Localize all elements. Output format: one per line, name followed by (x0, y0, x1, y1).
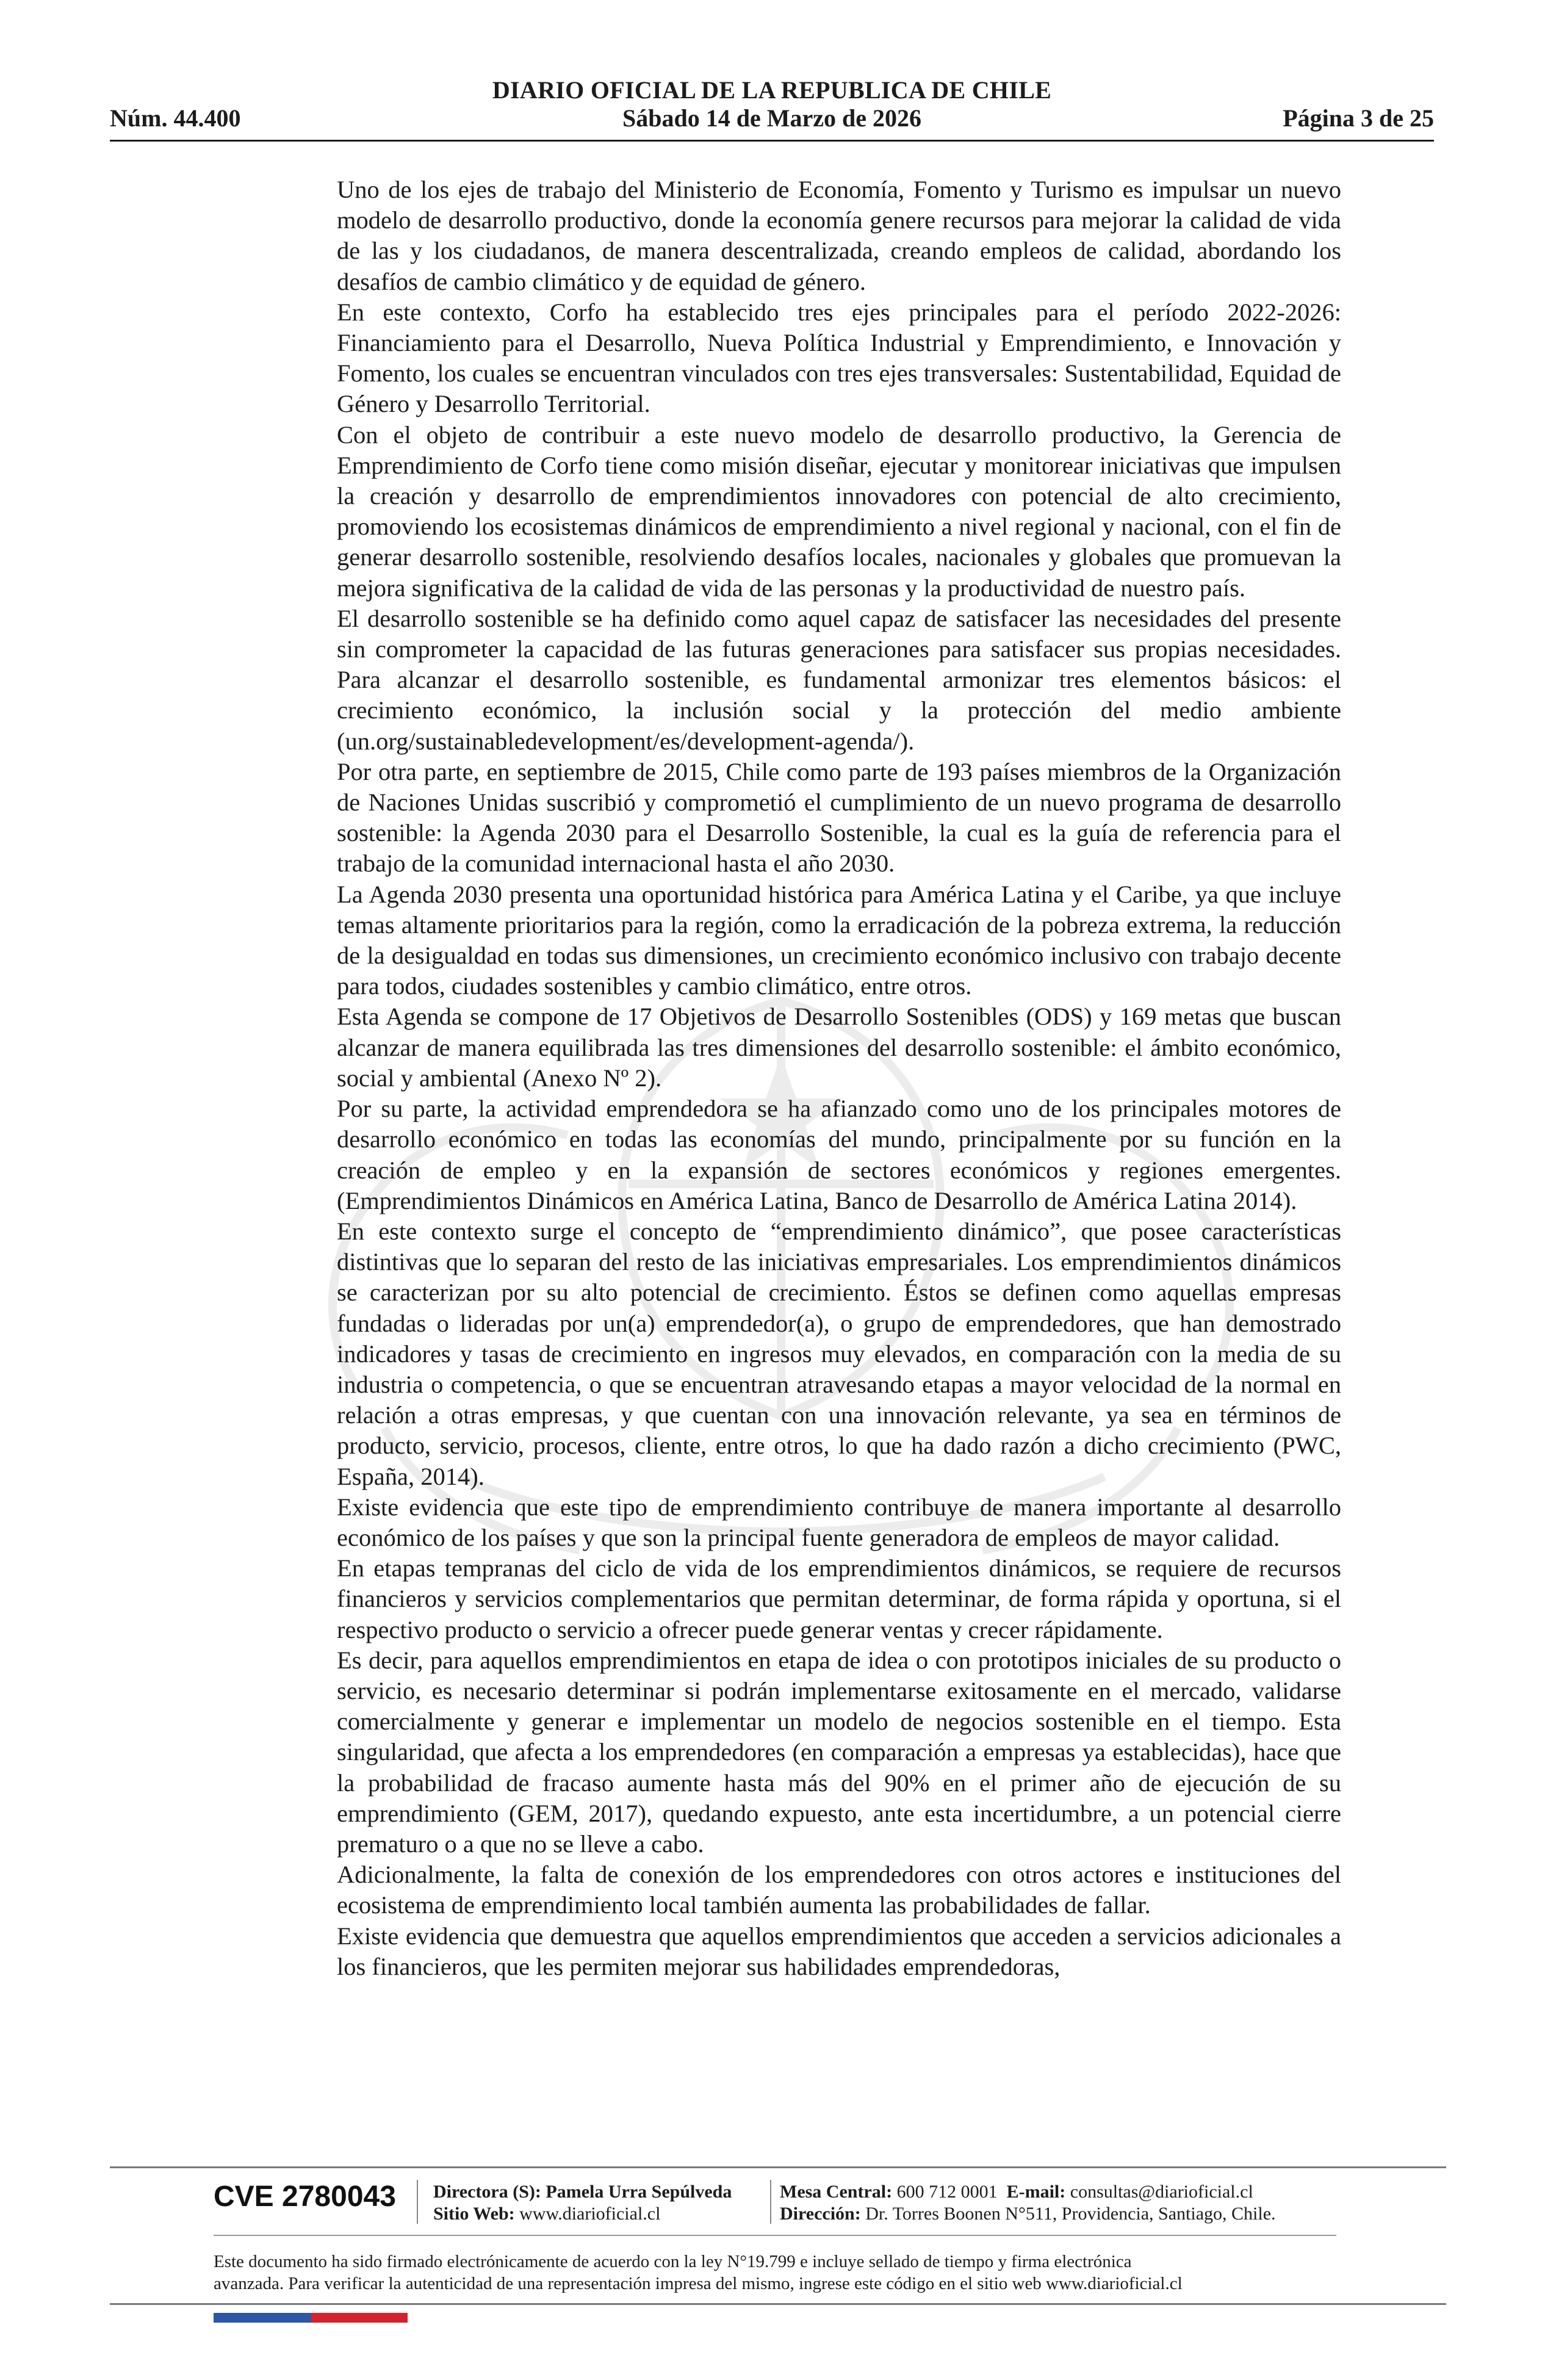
paragraph-9: En este contexto surge el concepto de “emprendimiento dinámico”, que posee características distintivas que lo separan del resto de las iniciativas empresariales. Los emprendimientos dinámicos se caracterizan por su alto potencial de crecimiento. Éstos se definen como aquellas empresas fundadas o lideradas por un(a) emprendedor(a), o grupo de emprendedores, que han demostrado indicadores y tasas de crecimiento en ingresos muy elevados, en comparación con la media de su industria o competencia, o que se encuentran atravesando etapas a mayor velocidad de la normal en relación a otras empresas, y que cuentan con una innovación relevante, ya sea en términos de producto, servicio, procesos, cliente, entre otros, lo que ha dado razón a dicho crecimiento (PWC, España, 2014). (337, 1217, 1341, 1490)
paragraph-14: Existe evidencia que demuestra que aquellos emprendimientos que acceden a servicios adicionales a los financieros, que les permiten mejorar sus habilidades emprendedoras, (337, 1922, 1341, 1980)
website-link[interactable]: www.diarioficial.cl (519, 2204, 661, 2224)
email-link[interactable]: consultas@diarioficial.cl (1070, 2182, 1253, 2202)
issue-date: Sábado 14 de Marzo de 2026 (622, 104, 921, 132)
email-label: E-mail: (1006, 2182, 1066, 2202)
address-line (780, 2203, 1276, 2225)
newspaper-title: DIARIO OFICIAL DE LA REPUBLICA DE CHILE (492, 76, 1052, 104)
paragraph-13: Adicionalmente, la falta de conexión de los emprendedores con otros actores e instituciones del ecosistema de emprendimiento local también aumenta las probabilidades de fallar. (337, 1861, 1341, 1919)
director-label: Directora (S): (433, 2182, 541, 2202)
address-label: Dirección: (780, 2204, 861, 2224)
phone-email-line (780, 2181, 1276, 2203)
flag-stripe-red (311, 2313, 408, 2323)
legal-notice (214, 2251, 1373, 2295)
paragraph-1: Uno de los ejes de trabajo del Ministerio de Economía, Fomento y Turismo es impulsar un nuevo modelo de desarrollo productivo, donde la economía genere recursos para mejorar la calidad de vida de las y los ciudadanos, de manera descentralizada, creando empleos de calidad, abordando los desafíos de cambio climático y de equidad de género. (337, 176, 1341, 295)
address-text: Dr. Torres Boonen N°511, Providencia, Santiago, Chile. (865, 2204, 1276, 2224)
paragraph-7: Esta Agenda se compone de 17 Objetivos de Desarrollo Sostenibles (ODS) y 169 metas que buscan alcanzar de manera equilibrada las tres dimensiones del desarrollo sostenible: el ámbito económico, social y ambiental (Anexo Nº 2). (337, 1003, 1341, 1092)
footer-separator (770, 2180, 771, 2224)
footer-mid-divider (214, 2235, 1336, 2236)
footer-contact-block (780, 2181, 1276, 2225)
director-name: Pamela Urra Sepúlveda (546, 2182, 732, 2202)
paragraph-8: Por su parte, la actividad emprendedora se ha afianzado como uno de los principales motores de desarrollo económico en todas las economías del mundo, principalmente por su función en la creación de empleo y en la expansión de sectores económicos y regiones emergentes. (Emprendimientos Dinámicos en América Latina, Banco de Desarrollo de América Latina 2014). (337, 1095, 1341, 1214)
paragraph-3: Con el objeto de contribuir a este nuevo modelo de desarrollo productivo, la Gerencia de Emprendimiento de Corfo tiene como misión diseñar, ejecutar y monitorear iniciativas que impulsen la creación y desarrollo de emprendimientos innovadores con potencial de alto crecimiento, promoviendo los ecosistemas dinámicos de emprendimiento a nivel regional y nacional, con el fin de generar desarrollo sostenible, resolviendo desafíos locales, nacionales y globales que promuevan la mejora significativa de la calidad de vida de las personas y la productividad de nuestro país. (337, 420, 1341, 602)
page-header (110, 76, 1434, 137)
legal-line-2: avanzada. Para verificar la autenticidad de una representación impresa del mismo, ingrese este código en el sitio web www.diarioficial.cl (214, 2274, 1183, 2293)
paragraph-10: Existe evidencia que este tipo de emprendimiento contribuye de manera importante al desarrollo económico de los países y que son la principal fuente generadora de empleos de mayor calidad. (337, 1493, 1341, 1551)
legal-line-1: Este documento ha sido firmado electrónicamente de acuerdo con la ley N°19.799 e incluye sellado de tiempo y firma electrónica (214, 2252, 1132, 2271)
flag-stripe-blue (214, 2313, 311, 2323)
paragraph-12: Es decir, para aquellos emprendimientos en etapa de idea o con prototipos iniciales de su producto o servicio, es necesario determinar si podrán implementarse exitosamente en el mercado, validarse comercialmente y generar e implementar un modelo de negocios sostenible en el tiempo. Esta singularidad, que afecta a los emprendedores (en comparación a empresas ya establecidas), hace que la probabilidad de fracaso aumente hasta más del 90% en el primer año de ejecución de su emprendimiento (GEM, 2017), quedando expuesto, ante esta incertidumbre, a un potencial cierre prematuro o a que no se lleve a cabo. (337, 1646, 1341, 1858)
cve-code: CVE 2780043 (214, 2180, 396, 2213)
issue-number: Núm. 44.400 (110, 104, 241, 132)
footer-top-divider (110, 2166, 1446, 2168)
phone-number: 600 712 0001 (896, 2182, 998, 2202)
footer-director-block (433, 2181, 732, 2225)
director-line (433, 2181, 732, 2203)
phone-label: Mesa Central: (780, 2182, 893, 2202)
website-line (433, 2203, 732, 2225)
footer-bottom-divider (110, 2303, 1446, 2305)
paragraph-6: La Agenda 2030 presenta una oportunidad histórica para América Latina y el Caribe, ya que incluye temas altamente prioritarios para la región, como la erradicación de la pobreza extrema, la reducción de la desigualdad en todas sus dimensiones, un crecimiento económico inclusivo con trabajo decente para todos, ciudades sostenibles y cambio climático, entre otros. (337, 880, 1341, 1000)
page-number: Página 3 de 25 (1283, 104, 1434, 132)
paragraph-5: Por otra parte, en septiembre de 2015, Chile como parte de 193 países miembros de la Organización de Naciones Unidas suscribió y comprometió el cumplimiento de un nuevo programa de desarrollo sostenible: la Agenda 2030 para el Desarrollo Sostenible, la cual es la guía de referencia para el trabajo de la comunidad internacional hasta el año 2030. (337, 757, 1341, 878)
paragraph-2: En este contexto, Corfo ha establecido tres ejes principales para el período 2022-2026: Financiamiento para el Desarrollo, Nueva Política Industrial y Emprendimiento, e Innovación y Fomento, los cuales se encuentran vinculados con tres ejes transversales: Sustentabilidad, Equidad de Género y Desarrollo Territorial. (337, 298, 1341, 418)
footer-separator (417, 2180, 418, 2224)
website-label: Sitio Web: (433, 2204, 515, 2224)
paragraph-4: El desarrollo sostenible se ha definido como aquel capaz de satisfacer las necesidades del presente sin comprometer la capacidad de las futuras generaciones para satisfacer sus propias necesidades. Para alcanzar el desarrollo sostenible, es fundamental armonizar tres elementos básicos: el crecimiento económico, la inclusión social y la protección del medio ambiente (un.org/sustainabledevelopment/es/development-agenda/). (337, 604, 1341, 755)
header-divider (110, 140, 1434, 142)
paragraph-11: En etapas tempranas del ciclo de vida de los emprendimientos dinámicos, se requiere de recursos financieros y servicios complementarios que permitan determinar, de forma rápida y oportuna, si el respectivo producto o servicio a ofrecer puede generar ventas y crecer rápidamente. (337, 1554, 1341, 1643)
article-body (337, 175, 1341, 1982)
